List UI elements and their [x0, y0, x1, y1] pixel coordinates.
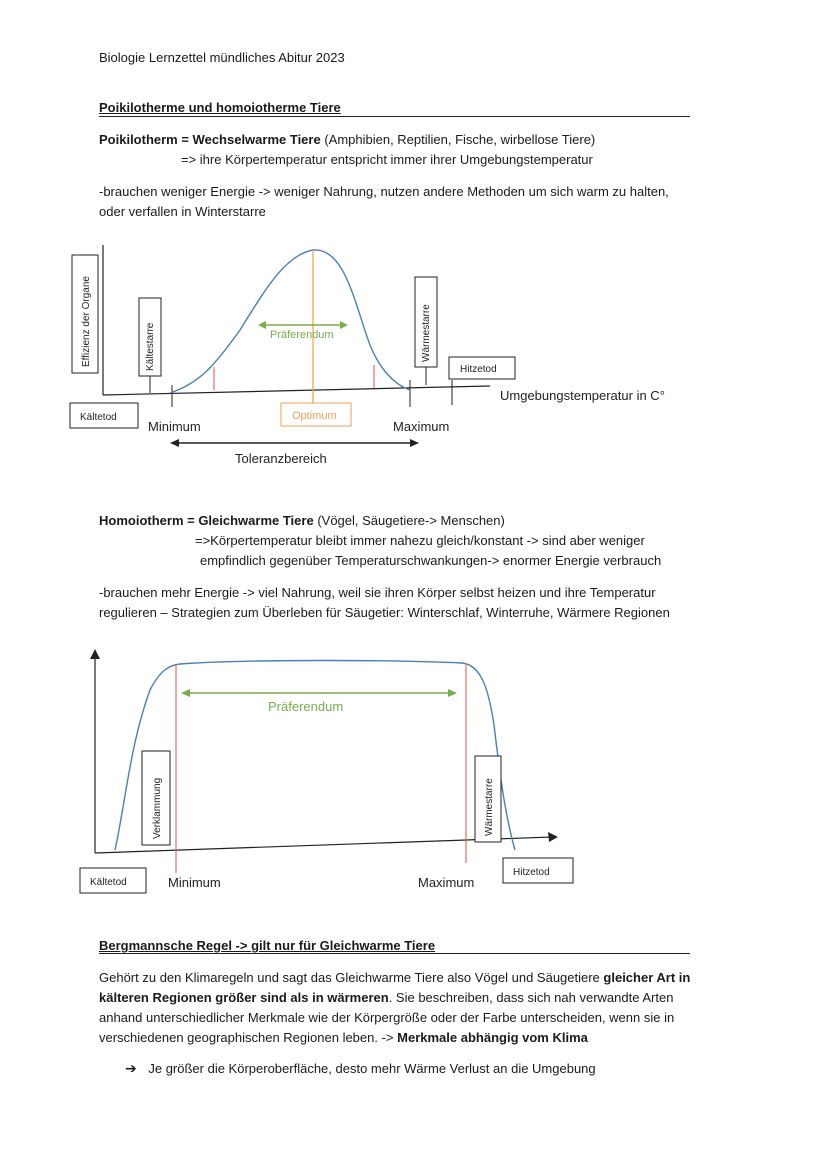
kaeltetod-label: Kältetod [90, 877, 127, 888]
homoiotherm-implication-line1: =>Körpertemperatur bleibt immer nahezu gleich/konstant -> sind aber weniger [195, 533, 645, 548]
bergmann-bullet-text: Je größer die Körperoberfläche, desto mehr Wärme Verlust an die Umgebung [148, 1061, 596, 1076]
homoiotherm-diagram [0, 645, 828, 900]
homoiotherm-examples: (Vögel, Säugetiere-> Menschen) [313, 513, 505, 528]
homoiotherm-energy-line1: -brauchen mehr Energie -> viel Nahrung, weil sie ihren Körper selbst heizen und ihre Temperatur [99, 585, 656, 600]
bergmann-bold-text: Merkmale abhängig vom Klima [397, 1030, 588, 1045]
optimum-label: Optimum [292, 410, 337, 422]
poikilotherm-diagram [0, 235, 828, 475]
x-axis [103, 386, 490, 395]
preferendum-label: Präferendum [268, 699, 344, 714]
kaeltetod-label: Kältetod [80, 412, 117, 423]
homoiotherm-term: Homoiotherm = Gleichwarme Tiere [99, 513, 314, 528]
poikilotherm-energy-line1: -brauchen weniger Energie -> weniger Nahrung, nutzen andere Methoden um sich warm zu halten, [99, 184, 669, 199]
bergmann-paragraph-line4 [99, 1030, 588, 1045]
bergmann-text: . Sie beschreiben, dass sich nah verwandte Arten [388, 990, 674, 1005]
section-underline [99, 116, 690, 117]
hitzetod-label: Hitzetod [460, 364, 497, 375]
tolerance-label: Toleranzbereich [235, 451, 327, 466]
homoiotherm-implication-line2: empfindlich gegenüber Temperaturschwankungen-> enormer Energie verbrauch [200, 553, 662, 568]
hitzetod-label: Hitzetod [513, 867, 550, 878]
section-underline [99, 953, 690, 954]
arrow-right-icon: ➔ [125, 1060, 137, 1076]
document-title: Biologie Lernzettel mündliches Abitur 2023 [99, 50, 345, 65]
poikilotherm-definition [99, 132, 595, 147]
y-axis-label: Effizienz der Organe [81, 276, 92, 367]
poikilotherm-term: Poikilotherm = Wechselwarme Tiere [99, 132, 321, 147]
homoiotherm-definition [99, 513, 505, 528]
preferendum-label: Präferendum [270, 329, 334, 341]
bergmann-bold-text: gleicher Art in [603, 970, 691, 985]
waermestarre-label: Wärmestarre [484, 778, 495, 836]
bergmann-bold-text: kälteren Regionen größer sind als in wärmeren [99, 990, 389, 1005]
bergmann-bullet [125, 1060, 596, 1077]
bergmann-paragraph-line3: anhand unterschiedlicher Merkmale wie der Körpergröße oder der Farbe unterscheiden, wenn sie in [99, 1010, 675, 1025]
poikilotherm-implication: => ihre Körpertemperatur entspricht immer ihrer Umgebungstemperatur [181, 152, 593, 167]
minimum-label: Minimum [148, 419, 201, 434]
section-title-bergmann: Bergmannsche Regel -> gilt nur für Gleichwarme Tiere [99, 938, 436, 953]
verklammung-label: Verklammung [152, 777, 163, 839]
bergmann-paragraph-line2 [99, 990, 673, 1005]
poikilotherm-energy-line2: oder verfallen in Winterstarre [99, 204, 266, 219]
kaeltestarre-label: Kältestarre [145, 322, 156, 371]
bergmann-paragraph-line1 [99, 970, 690, 985]
minimum-label: Minimum [168, 875, 221, 890]
section-title-poikilotherm: Poikilotherme und homoiotherme Tiere [99, 100, 341, 115]
poikilotherm-examples: (Amphibien, Reptilien, Fische, wirbellose Tiere) [320, 132, 596, 147]
efficiency-curve [115, 661, 515, 851]
homoiotherm-energy-line2: regulieren – Strategien zum Überleben für Säugetier: Winterschlaf, Winterruhe, Wärmere Regionen [99, 605, 670, 620]
bergmann-text: Gehört zu den Klimaregeln und sagt das Gleichwarme Tiere also Vögel und Säugetiere [99, 970, 604, 985]
waermestarre-label: Wärmestarre [421, 304, 432, 362]
maximum-label: Maximum [393, 419, 450, 434]
maximum-label: Maximum [418, 875, 475, 890]
bergmann-text: verschiedenen geographischen Regionen leben. -> [99, 1030, 398, 1045]
x-axis-label: Umgebungstemperatur in C° [500, 388, 665, 403]
